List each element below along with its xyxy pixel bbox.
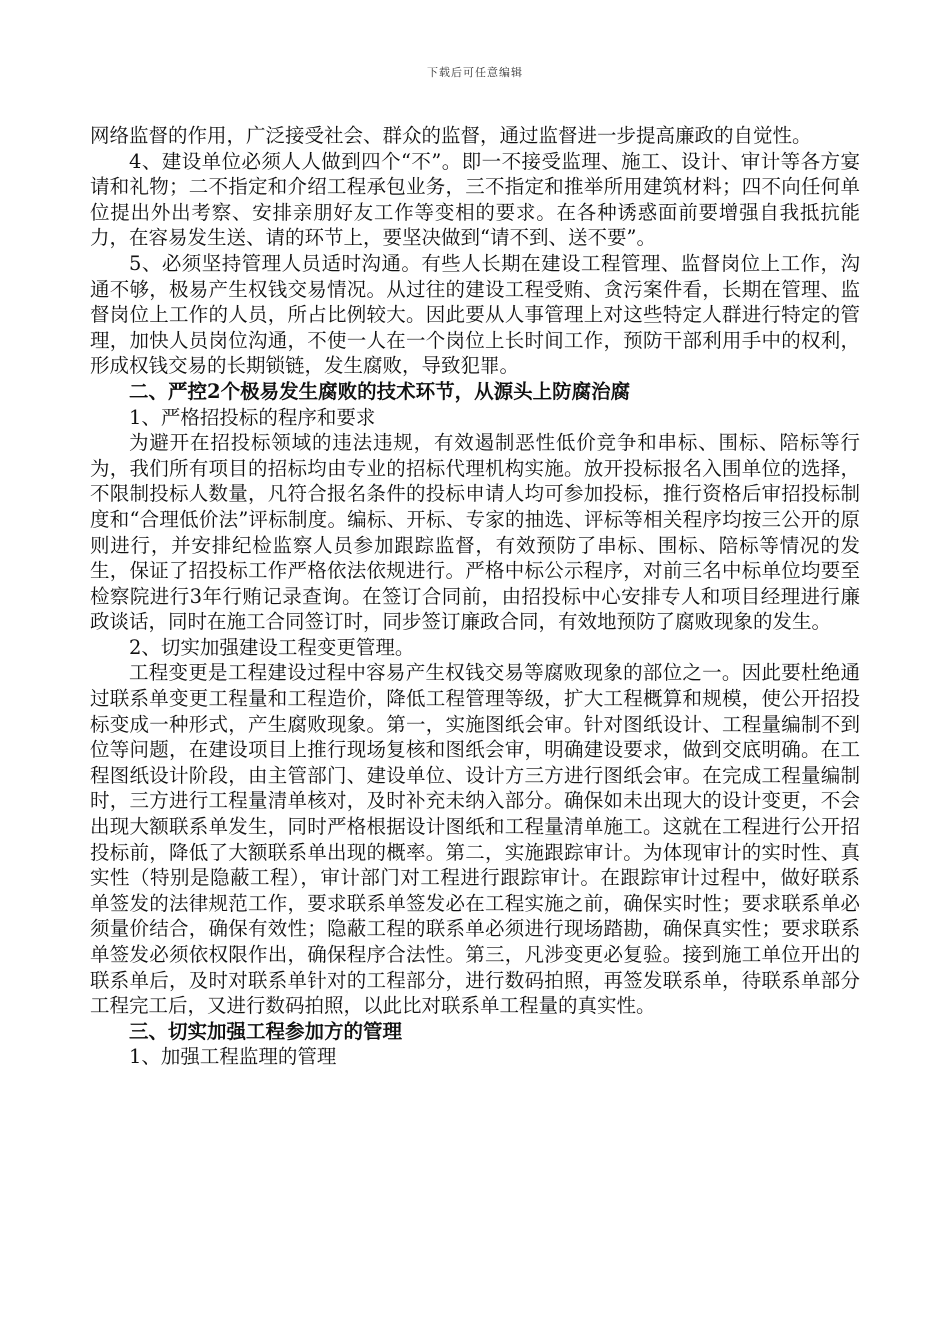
paragraph-continuation: 网络监督的作用，广泛接受社会、群众的监督，通过监督进一步提高廉政的自觉性。: [90, 124, 812, 147]
paragraph-item-4: 4、建设单位必须人人做到四个“不”。即一不接受监理、施工、设计、审计等各方宴请和礼物；二不指定和介绍工程承包业务，三不指定和推举所用建筑材料；四不向任何单位提出外出考察、安排亲朋好友工作等变相的要求。在各种诱惑面前要增强自我抵抗能力，在容易发生送、请的环节上，要坚决做到“请不到、送不要”。: [90, 149, 860, 250]
section-heading-2: 二、严控2个极易发生腐败的技术环节，从源头上防腐治腐: [129, 379, 631, 403]
page-header: 下载后可任意编辑: [427, 66, 523, 79]
paragraph-change-management: 工程变更是工程建设过程中容易产生权钱交易等腐败现象的部位之一。因此要杜绝通过联系单变更工程量和工程造价，降低工程管理等级，扩大工程概算和规模，使公开招投标变成一种形式，产生腐败现象。第一，实施图纸会审。针对图纸设计、工程量编制不到位等问题，在建设项目上推行现场复核和图纸会审，明确建设要求，做到交底明确。在工程图纸设计阶段，由主管部门、建设单位、设计方三方进行图纸会审。在完成工程量编制时，三方进行工程量清单核对，及时补充未纳入部分。确保如未出现大的设计变更，不会出现大额联系单发生，同时严格根据设计图纸和工程量清单施工。这就在工程进行公开招投标前，降低了大额联系单出现的概率。第二，实施跟踪审计。为体现审计的实时性、真实性（特别是隐蔽工程），审计部门对工程进行跟踪审计。在跟踪审计过程中，做好联系单签发的法律规范工作，要求联系单签发必在工程实施之前，确保实时性；要求联系单必须量价结合，确保有效性；隐蔽工程的联系单必须进行现场踏勘，确保真实性；要求联系单签发必须依权限作出，确保程序合法性。第三，凡涉变更必复验。接到施工单位开出的联系单后，及时对联系单针对的工程部分，进行数码拍照，再签发联系单，待联系单部分工程完工后，又进行数码拍照，以此比对联系单工程量的真实性。: [90, 661, 860, 1018]
section-heading-3: 三、切实加强工程参加方的管理: [129, 1019, 403, 1043]
subheading-supervision: 1、加强工程监理的管理: [129, 1045, 337, 1069]
document-body: [90, 123, 860, 1070]
subheading-change-management: 2、切实加强建设工程变更管理。: [129, 635, 415, 659]
paragraph-item-5: 5、必须坚持管理人员适时沟通。有些人长期在建设工程管理、监督岗位上工作，沟通不够，极易产生权钱交易情况。从过往的建设工程受贿、贪污案件看，长期在管理、监督岗位上工作的人员，所占比例较大。因此要从人事管理上对这些特定人群进行特定的管理，加快人员岗位沟通，不使一人在一个岗位上长时间工作，预防干部利用手中的权利，形成权钱交易的长期锁链，发生腐败，导致犯罪。: [90, 251, 860, 378]
paragraph-bidding: 为避开在招投标领域的违法违规，有效遏制恶性低价竞争和串标、围标、陪标等行为，我们所有项目的招标均由专业的招标代理机构实施。放开投标报名入围单位的选择，不限制投标人数量，凡符合报名条件的投标申请人均可参加投标，推行资格后审招投标制度和“合理低价法”评标制度。编标、开标、专家的抽选、评标等相关程序均按三公开的原则进行，并安排纪检监察人员参加跟踪监督，有效预防了串标、围标、陪标等情况的发生，保证了招投标工作严格依法依规进行。严格中标公示程序，对前三名中标单位均要至检察院进行3年行贿记录查询。在签订合同前，由招投标中心安排专人和项目经理进行廉政谈话，同时在施工合同签订时，同步签订廉政合同，有效地预防了腐败现象的发生。: [90, 431, 860, 634]
subheading-bidding: 1、严格招投标的程序和要求: [129, 405, 376, 429]
